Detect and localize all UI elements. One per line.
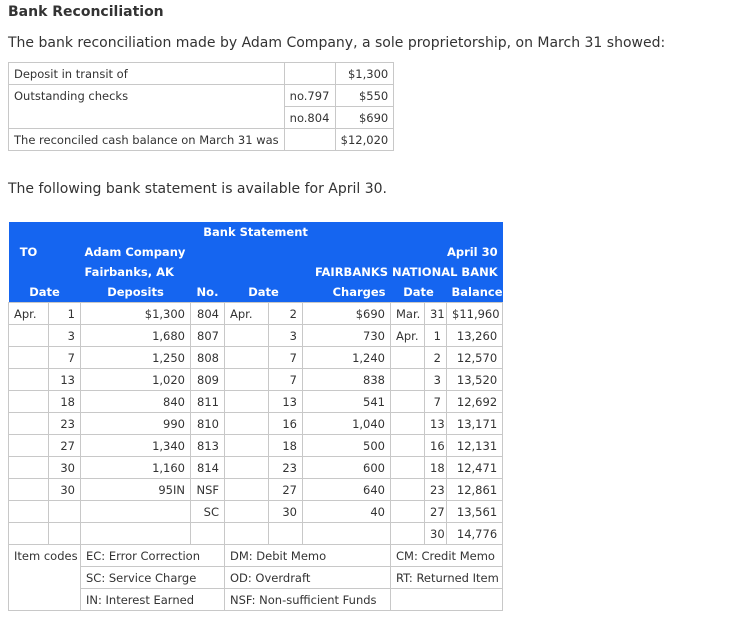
check-amount: $690 [335, 107, 394, 129]
col-balance: Balance [447, 282, 503, 303]
balance-month [391, 457, 425, 479]
col-charges: Charges [303, 282, 391, 303]
charge-day: 23 [269, 457, 303, 479]
balance-month: Apr. [391, 325, 425, 347]
col-date: Date [225, 282, 303, 303]
charge-month [225, 435, 269, 457]
outstanding-label: Outstanding checks [9, 85, 285, 107]
date-month [9, 413, 49, 435]
table-row [9, 457, 503, 479]
item-codes-row [9, 545, 503, 567]
check-number: 809 [191, 369, 225, 391]
charge-amount: 541 [303, 391, 391, 413]
check-number: 810 [191, 413, 225, 435]
check-amount: $550 [335, 85, 394, 107]
balance-amount: 13,520 [447, 369, 503, 391]
code-item [391, 589, 503, 611]
balance-day: 13 [425, 413, 447, 435]
column-headers [9, 282, 503, 303]
balance-month [391, 347, 425, 369]
statement-header-row [9, 262, 503, 282]
check-number: 813 [191, 435, 225, 457]
table-row [9, 325, 503, 347]
table-row [9, 85, 394, 107]
table-row [9, 435, 503, 457]
balance-day: 7 [425, 391, 447, 413]
check-number: 814 [191, 457, 225, 479]
date-month [9, 501, 49, 523]
balance-amount: 12,131 [447, 435, 503, 457]
deposit-amount: 1,160 [81, 457, 191, 479]
balance-amount: 13,171 [447, 413, 503, 435]
balance-month [391, 369, 425, 391]
col-deposits: Deposits [81, 282, 191, 303]
date-month [9, 325, 49, 347]
to-label: TO [9, 242, 49, 262]
charge-month [225, 501, 269, 523]
charge-month [225, 457, 269, 479]
balance-day: 18 [425, 457, 447, 479]
charge-month [225, 479, 269, 501]
code-item: DM: Debit Memo [225, 545, 391, 567]
balance-month [391, 435, 425, 457]
deposit-amount: 95IN [81, 479, 191, 501]
balance-month [391, 479, 425, 501]
table-row [9, 523, 503, 545]
deposit-amount [81, 501, 191, 523]
charge-day: 3 [269, 325, 303, 347]
charge-month [225, 523, 269, 545]
bank-name: FAIRBANKS NATIONAL BANK [225, 262, 503, 282]
charge-day: 7 [269, 369, 303, 391]
check-number: NSF [191, 479, 225, 501]
balance-month [391, 413, 425, 435]
date-day: 1 [49, 303, 81, 325]
charge-amount: 600 [303, 457, 391, 479]
charge-month: Apr. [225, 303, 269, 325]
charge-month [225, 369, 269, 391]
code-item: CM: Credit Memo [391, 545, 503, 567]
date-day: 27 [49, 435, 81, 457]
page-title: Bank Reconciliation [8, 4, 164, 20]
balance-day: 27 [425, 501, 447, 523]
code-item: OD: Overdraft [225, 567, 391, 589]
charge-month [225, 391, 269, 413]
statement-heading-row [9, 222, 503, 242]
check-number: SC [191, 501, 225, 523]
date-month [9, 391, 49, 413]
balance-month [391, 501, 425, 523]
balance-label: The reconciled cash balance on March 31 was [9, 129, 285, 151]
statement-intro: The following bank statement is available for April 30. [8, 181, 387, 197]
balance-day: 31 [425, 303, 447, 325]
check-number: 811 [191, 391, 225, 413]
item-codes-label: Item codes [9, 545, 81, 567]
item-codes-row [9, 589, 503, 611]
charge-day: 13 [269, 391, 303, 413]
charge-month [225, 413, 269, 435]
table-row [9, 303, 503, 325]
deposit-label: Deposit in transit of [9, 63, 285, 85]
charge-amount: $690 [303, 303, 391, 325]
statement-date: April 30 [225, 242, 503, 262]
date-day: 30 [49, 457, 81, 479]
date-day [49, 523, 81, 545]
company-name: Adam Company [49, 242, 225, 262]
charge-month [225, 325, 269, 347]
charge-day: 2 [269, 303, 303, 325]
charge-amount: 40 [303, 501, 391, 523]
balance-amount: 14,776 [447, 523, 503, 545]
deposit-amount: $1,300 [81, 303, 191, 325]
charge-month [225, 347, 269, 369]
reconciliation-table [8, 62, 394, 151]
date-month [9, 523, 49, 545]
table-row [9, 479, 503, 501]
charge-day: 18 [269, 435, 303, 457]
col-date: Date [391, 282, 447, 303]
charge-amount [303, 523, 391, 545]
balance-day: 2 [425, 347, 447, 369]
col-no: No. [191, 282, 225, 303]
statement-header-row [9, 242, 503, 262]
charge-amount: 1,040 [303, 413, 391, 435]
check-number: 804 [191, 303, 225, 325]
deposit-amount: 840 [81, 391, 191, 413]
check-number [191, 523, 225, 545]
balance-month [391, 391, 425, 413]
code-item: NSF: Non-sufficient Funds [225, 589, 391, 611]
check-number: 808 [191, 347, 225, 369]
balance-amount: 12,471 [447, 457, 503, 479]
code-item: EC: Error Correction [81, 545, 225, 567]
balance-amount: 12,861 [447, 479, 503, 501]
charge-day: 27 [269, 479, 303, 501]
date-month [9, 479, 49, 501]
balance-month [391, 523, 425, 545]
balance-amount: 13,561 [447, 501, 503, 523]
statement-heading: Bank Statement [9, 222, 503, 242]
table-row [9, 63, 394, 85]
date-day: 7 [49, 347, 81, 369]
date-month [9, 457, 49, 479]
col-date: Date [9, 282, 81, 303]
table-row [9, 391, 503, 413]
balance-day: 1 [425, 325, 447, 347]
bank-statement-table [8, 222, 503, 611]
date-day: 18 [49, 391, 81, 413]
check-no: no.804 [284, 107, 335, 129]
date-month [9, 435, 49, 457]
charge-day [269, 523, 303, 545]
charge-amount: 730 [303, 325, 391, 347]
deposit-amount: 1,020 [81, 369, 191, 391]
charge-amount: 640 [303, 479, 391, 501]
check-number: 807 [191, 325, 225, 347]
charge-amount: 1,240 [303, 347, 391, 369]
balance-amount: $11,960 [447, 303, 503, 325]
charge-day: 30 [269, 501, 303, 523]
table-row [9, 129, 394, 151]
balance-amount: $12,020 [335, 129, 394, 151]
charge-day: 7 [269, 347, 303, 369]
date-day: 3 [49, 325, 81, 347]
code-item: RT: Returned Item [391, 567, 503, 589]
deposit-amount: $1,300 [335, 63, 394, 85]
check-no: no.797 [284, 85, 335, 107]
date-day: 30 [49, 479, 81, 501]
balance-month: Mar. [391, 303, 425, 325]
deposit-amount: 1,250 [81, 347, 191, 369]
deposit-amount: 990 [81, 413, 191, 435]
balance-day: 16 [425, 435, 447, 457]
date-month [9, 347, 49, 369]
intro-text: The bank reconciliation made by Adam Company, a sole proprietorship, on March 31 showed: [8, 35, 666, 51]
balance-day: 23 [425, 479, 447, 501]
balance-amount: 12,570 [447, 347, 503, 369]
date-month: Apr. [9, 303, 49, 325]
charge-day: 16 [269, 413, 303, 435]
table-row [9, 413, 503, 435]
balance-amount: 13,260 [447, 325, 503, 347]
table-row [9, 369, 503, 391]
table-row [9, 347, 503, 369]
table-row [9, 107, 394, 129]
table-row [9, 501, 503, 523]
date-month [9, 369, 49, 391]
charge-amount: 838 [303, 369, 391, 391]
charge-amount: 500 [303, 435, 391, 457]
deposit-amount: 1,680 [81, 325, 191, 347]
date-day: 23 [49, 413, 81, 435]
balance-day: 3 [425, 369, 447, 391]
date-day [49, 501, 81, 523]
deposit-amount [81, 523, 191, 545]
date-day: 13 [49, 369, 81, 391]
item-codes-row [9, 567, 503, 589]
company-location: Fairbanks, AK [49, 262, 225, 282]
code-item: SC: Service Charge [81, 567, 225, 589]
code-item: IN: Interest Earned [81, 589, 225, 611]
deposit-amount: 1,340 [81, 435, 191, 457]
balance-amount: 12,692 [447, 391, 503, 413]
balance-day: 30 [425, 523, 447, 545]
